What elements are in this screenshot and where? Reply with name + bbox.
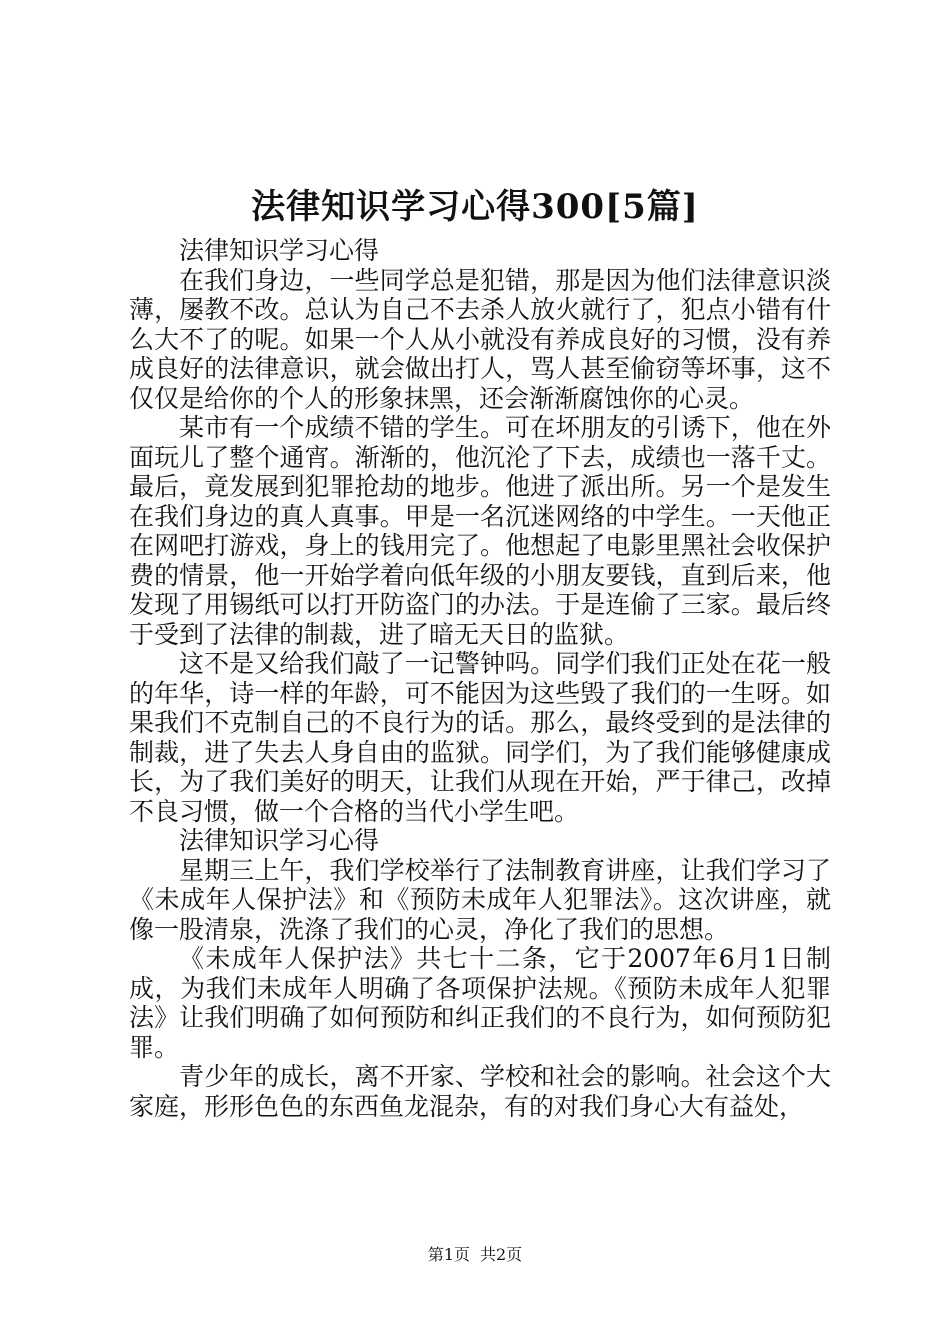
- section-heading: 法律知识学习心得: [179, 236, 380, 265]
- body-paragraph: 这不是又给我们敲了一记警钟吗。同学们我们正处在花一般的年华，诗一样的年龄，可不能因为这些毁了我们的一生呀。如果我们不克制自己的不良行为的话。那么，最终受到的是法律的制裁，进了失去人身自由的监狱。同学们，为了我们能够健康成长，为了我们美好的明天，让我们从现在开始，严于律己，改掉不良习惯，做一个合格的当代小学生吧。: [129, 649, 831, 826]
- section-heading: 法律知识学习心得: [179, 826, 380, 855]
- page-total: 共2页: [480, 1245, 523, 1264]
- page-footer: [0, 1244, 950, 1266]
- body-paragraph: 在我们身边，一些同学总是犯错，那是因为他们法律意识淡薄，屡教不改。总认为自己不去杀人放火就行了，犯点小错有什么大不了的呢。如果一个人从小就没有养成良好的习惯，没有养成良好的法律意识，就会做出打人，骂人甚至偷窃等坏事，这不仅仅是给你的个人的形象抹黑，还会渐渐腐蚀你的心灵。: [129, 265, 831, 413]
- body-paragraph: 某市有一个成绩不错的学生。可在坏朋友的引诱下，他在外面玩儿了整个通宵。渐渐的，他沉沦了下去，成绩也一落千丈。最后，竟发展到犯罪抢劫的地步。他进了派出所。另一个是发生在我们身边的真人真事。甲是一名沉迷网络的中学生。一天他正在网吧打游戏，身上的钱用完了。他想起了电影里黑社会收保护费的情景，他一开始学着向低年级的小朋友要钱，直到后来，他发现了用锡纸可以打开防盗门的办法。于是连偷了三家。最后终于受到了法律的制裁，进了暗无天日的监狱。: [129, 413, 831, 649]
- body-paragraph: 星期三上午，我们学校举行了法制教育讲座，让我们学习了《未成年人保护法》和《预防未成年人犯罪法》。这次讲座，就像一股清泉，洗涤了我们的心灵，净化了我们的思想。: [129, 855, 831, 944]
- body-paragraph: 青少年的成长，离不开家、学校和社会的影响。社会这个大家庭，形形色色的东西鱼龙混杂，有的对我们身心大有益处，: [129, 1062, 831, 1121]
- document-body: [129, 236, 831, 1121]
- body-paragraph: 《未成年人保护法》共七十二条，它于2007年6月1日制成，为我们未成年人明确了各项保护法规。《预防未成年人犯罪法》让我们明确了如何预防和纠正我们的不良行为，如何预防犯罪。: [129, 944, 831, 1062]
- page-number: 第1页: [427, 1245, 470, 1264]
- document-title: 法律知识学习心得300[5篇]: [251, 187, 699, 227]
